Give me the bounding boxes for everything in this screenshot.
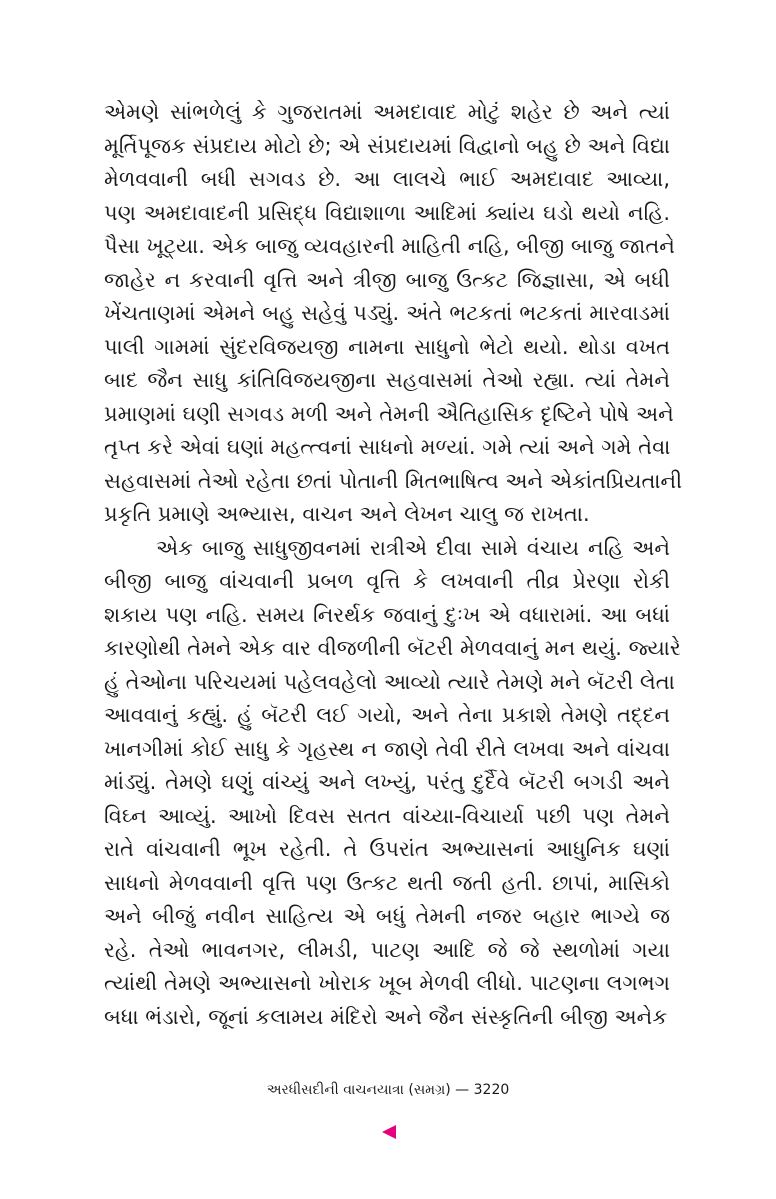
text-line: વિઘ્ન આવ્યું. આખો દિવસ સતત વાંચ્યા-વિચાર્યા પછી પણ તેમને bbox=[104, 803, 670, 828]
text-line: પ્રમાણમાં ઘણી સગવડ મળી અને તેમની ઐતિહાસિક દૃષ્ટિને પોષે અને bbox=[104, 401, 674, 426]
text-line: ખેંચતાણમાં એમને બહુ સહેવું પડ્યું. અંતે ભટકતાં ભટકતાં મારવાડમાં bbox=[104, 301, 670, 325]
page-body bbox=[104, 96, 683, 1034]
text-line: રાતે વાંચવાની ભૂખ રહેતી. તે ઉપરાંત અભ્યાસનાં આધુનિક ઘણાં bbox=[104, 837, 670, 861]
text-line: આવવાનું કહ્યું. હું બૅટરી લઈ ગયો, અને તેના પ્રકાશે તેમણે તદ્દન bbox=[104, 703, 670, 727]
page-footer: અરધીસદીની વાચનયાત્રા (સમગ્ર) — 3220 bbox=[266, 1082, 510, 1098]
text-line: મૂર્તિપૂજક સંપ્રદાય મોટો છે; એ સંપ્રદાયમાં વિદ્વાનો બહુ છે અને વિદ્યા bbox=[104, 133, 670, 158]
text-line: હું તેઓના પરિચયમાં પહેલવહેલો આવ્યો ત્યારે તેમણે મને બૅટરી લેતા bbox=[104, 669, 675, 694]
text-line: બીજી બાજુ વાંચવાની પ્રબળ વૃત્તિ કે લખવાની તીવ્ર પ્રેરણા રોકી bbox=[104, 569, 670, 593]
text-line: કારણોથી તેમને એક વાર વીજળીની બૅટરી મેળવવાનું મન થયું. જ્યારે bbox=[104, 636, 681, 660]
paragraph bbox=[104, 96, 683, 532]
paragraph bbox=[104, 532, 681, 1035]
text-line: માંડ્યું. તેમણે ઘણું વાંચ્યું અને લખ્યું, પરંતુ દુર્દૈવે બૅટરી બગડી અને bbox=[104, 770, 670, 794]
text-line: તૃપ્ત કરે એવાં ઘણાં મહત્ત્વનાં સાધનો મળ્યાં. ગમે ત્યાં અને ગમે તેવા bbox=[104, 435, 671, 459]
text-body bbox=[104, 96, 683, 1034]
text-line: મેળવવાની બધી સગવડ છે. આ લાલચે ભાઈ અમદાવાદ આવ્યા, bbox=[104, 167, 670, 191]
text-line: પણ અમદાવાદની પ્રસિદ્ધ વિદ્યાશાળા આદિમાં ક્યાંય ઘડો થયો નહિ. bbox=[104, 200, 670, 225]
text-line: સહવાસમાં તેઓ રહેતા છતાં પોતાની મિતભાષિત્વ અને એકાંતપ્રિયતાની bbox=[104, 468, 683, 493]
text-line: સાધનો મેળવવાની વૃત્તિ પણ ઉત્કટ થતી જતી હતી. છાપાં, માસિકો bbox=[104, 870, 670, 895]
text-line: બધા ભંડારો, જૂનાં કલામય મંદિરો અને જૈન સંસ્કૃતિની બીજી અનેક bbox=[104, 1004, 668, 1029]
text-line: બાદ જૈન સાધુ કાંતિવિજયજીના સહવાસમાં તેઓ રહ્યા. ત્યાં તેમને bbox=[104, 368, 670, 392]
text-line: ત્યાંથી તેમણે અભ્યાસનો ખોરાક ખૂબ મેળવી લીધો. પાટણના લગભગ bbox=[104, 971, 670, 995]
text-line: એમણે સાંભળેલું કે ગુજરાતમાં અમદાવાદ મોટું શહેર છે અને ત્યાં bbox=[104, 100, 670, 124]
text-line: અને બીજું નવીન સાહિત્ય એ બધું તેમની નજર બહાર ભાગ્યે જ bbox=[104, 904, 670, 928]
text-line: ખાનગીમાં કોઈ સાધુ કે ગૃહસ્થ ન જાણે તેવી રીતે લખવા અને વાંચવા bbox=[104, 736, 670, 761]
text-line: જાહેર ન કરવાની વૃત્તિ અને ત્રીજી બાજુ ઉત્કટ જિજ્ઞાસા, એ બધી bbox=[104, 267, 670, 292]
text-line: પ્રકૃતિ પ્રમાણે અભ્યાસ, વાચન અને લેખન ચાલુ જ રાખતા. bbox=[104, 502, 590, 526]
text-line: પૈસા ખૂટ્યા. એક બાજુ વ્યવહારની માહિતી નહિ, બીજી બાજુ જાતને bbox=[104, 234, 675, 258]
text-line: શકાય પણ નહિ. સમય નિરર્થક જવાનું દુઃખ એ વધારામાં. આ બધાં bbox=[104, 602, 670, 627]
text-line: પાલી ગામમાં સુંદરવિજયજી નામના સાધુનો ભેટો થયો. થોડા વખત bbox=[104, 334, 670, 359]
previous-page-arrow-icon[interactable] bbox=[382, 1125, 396, 1139]
text-line: એક બાજુ સાધુજીવનમાં રાત્રીએ દીવા સામે વંચાય નહિ અને bbox=[156, 535, 670, 560]
text-line: રહે. તેઓ ભાવનગર, લીમડી, પાટણ આદિ જે જે સ્થળોમાં ગયા bbox=[104, 937, 670, 962]
